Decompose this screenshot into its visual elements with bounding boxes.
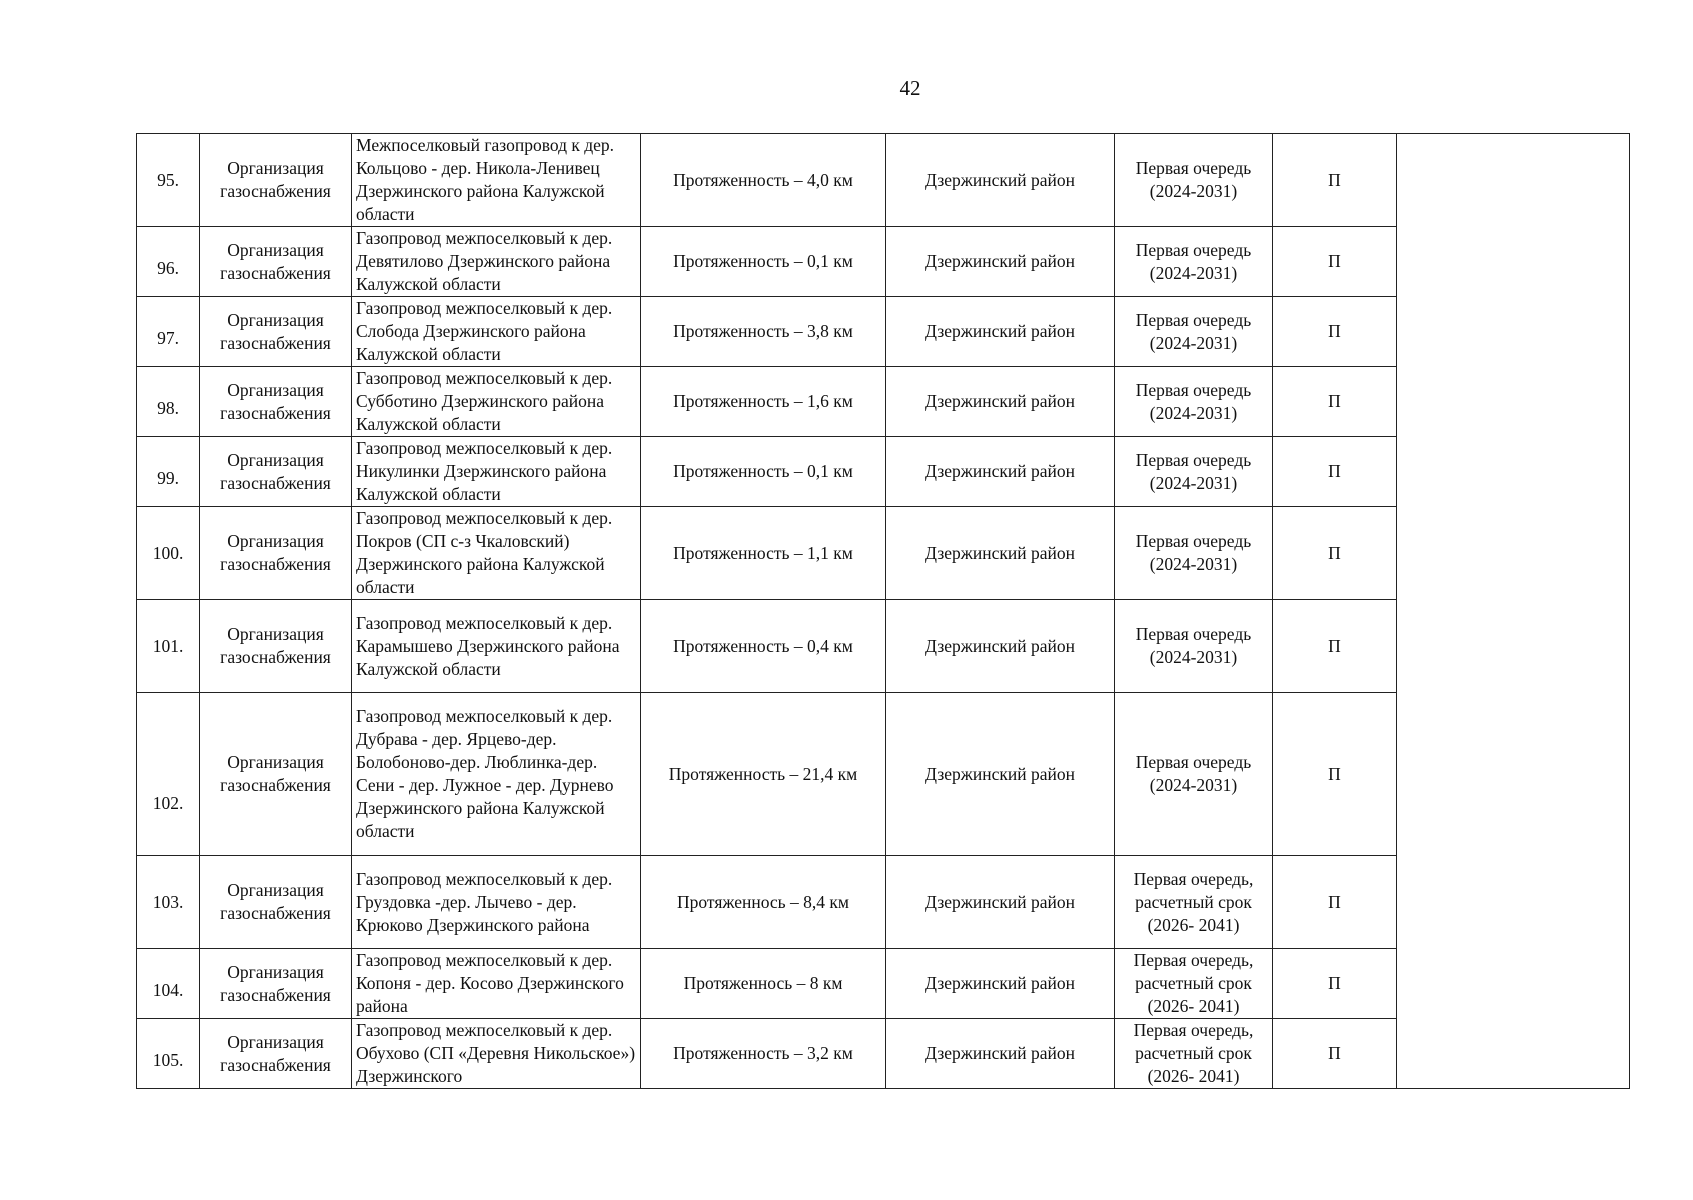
location-cell: Дзержинский район	[886, 1019, 1115, 1089]
organization-cell: Организация газоснабжения	[200, 693, 352, 856]
row-number: 95.	[137, 134, 200, 227]
row-number: 98.	[137, 367, 200, 437]
organization-cell: Организация газоснабжения	[200, 507, 352, 600]
location-cell: Дзержинский район	[886, 949, 1115, 1019]
page-number: 42	[899, 76, 921, 100]
status-cell: П	[1273, 507, 1397, 600]
status-cell: П	[1273, 297, 1397, 367]
status-cell: П	[1273, 693, 1397, 856]
status-cell: П	[1273, 134, 1397, 227]
stage-cell: Первая очередь (2024-2031)	[1115, 227, 1273, 297]
capacity-cell: Протяженность – 21,4 км	[641, 693, 886, 856]
stage-cell: Первая очередь (2024-2031)	[1115, 600, 1273, 693]
object-cell: Газопровод межпоселковый к дер. Карамышево Дзержинского района Калужской области	[352, 600, 641, 693]
status-cell: П	[1273, 367, 1397, 437]
capacity-cell: Протяженность – 1,1 км	[641, 507, 886, 600]
capacity-cell: Протяженность – 0,1 км	[641, 437, 886, 507]
object-cell: Межпоселковый газопровод к дер. Кольцово - дер. Никола-Ленивец Дзержинского района Калужской области	[352, 134, 641, 227]
object-cell: Газопровод межпоселковый к дер. Никулинки Дзержинского района Калужской области	[352, 437, 641, 507]
object-cell: Газопровод межпоселковый к дер. Копоня - дер. Косово Дзержинского района	[352, 949, 641, 1019]
location-cell: Дзержинский район	[886, 437, 1115, 507]
notes-cell	[1397, 134, 1630, 1089]
stage-cell: Первая очередь (2024-2031)	[1115, 367, 1273, 437]
organization-cell: Организация газоснабжения	[200, 367, 352, 437]
row-number: 100.	[137, 507, 200, 600]
organization-cell: Организация газоснабжения	[200, 297, 352, 367]
status-cell: П	[1273, 600, 1397, 693]
location-cell: Дзержинский район	[886, 507, 1115, 600]
capacity-cell: Протяженнось – 8,4 км	[641, 856, 886, 949]
stage-cell: Первая очередь (2024-2031)	[1115, 693, 1273, 856]
row-number: 104.	[137, 949, 200, 1019]
location-cell: Дзержинский район	[886, 600, 1115, 693]
status-cell: П	[1273, 437, 1397, 507]
stage-cell: Первая очередь, расчетный срок (2026- 2041)	[1115, 1019, 1273, 1089]
capacity-cell: Протяженность – 3,2 км	[641, 1019, 886, 1089]
capacity-cell: Протяженность – 3,8 км	[641, 297, 886, 367]
organization-cell: Организация газоснабжения	[200, 856, 352, 949]
row-number: 103.	[137, 856, 200, 949]
object-cell: Газопровод межпоселковый к дер. Обухово (СП «Деревня Никольское») Дзержинского	[352, 1019, 641, 1089]
object-cell: Газопровод межпоселковый к дер. Груздовка -дер. Лычево - дер. Крюково Дзержинского района	[352, 856, 641, 949]
status-cell: П	[1273, 856, 1397, 949]
row-number: 99.	[137, 437, 200, 507]
row-number: 97.	[137, 297, 200, 367]
object-cell: Газопровод межпоселковый к дер. Покров (СП с-з Чкаловский) Дзержинского района Калужской области	[352, 507, 641, 600]
object-cell: Газопровод межпоселковый к дер. Субботино Дзержинского района Калужской области	[352, 367, 641, 437]
location-cell: Дзержинский район	[886, 856, 1115, 949]
capacity-cell: Протяженность – 0,1 км	[641, 227, 886, 297]
organization-cell: Организация газоснабжения	[200, 437, 352, 507]
location-cell: Дзержинский район	[886, 227, 1115, 297]
object-cell: Газопровод межпоселковый к дер. Девятилово Дзержинского района Калужской области	[352, 227, 641, 297]
capacity-cell: Протяженность – 4,0 км	[641, 134, 886, 227]
capacity-cell: Протяженность – 1,6 км	[641, 367, 886, 437]
stage-cell: Первая очередь (2024-2031)	[1115, 134, 1273, 227]
organization-cell: Организация газоснабжения	[200, 949, 352, 1019]
organization-cell: Организация газоснабжения	[200, 1019, 352, 1089]
table-row	[137, 134, 1630, 227]
location-cell: Дзержинский район	[886, 367, 1115, 437]
stage-cell: Первая очередь, расчетный срок (2026- 2041)	[1115, 949, 1273, 1019]
location-cell: Дзержинский район	[886, 297, 1115, 367]
capacity-cell: Протяженнось – 8 км	[641, 949, 886, 1019]
row-number: 105.	[137, 1019, 200, 1089]
object-cell: Газопровод межпоселковый к дер. Дубрава - дер. Ярцево-дер. Болобоново-дер. Люблинка-дер. Сени - дер. Лужное - дер. Дурнево Дзержинского района Калужской области	[352, 693, 641, 856]
organization-cell: Организация газоснабжения	[200, 600, 352, 693]
row-number: 102.	[137, 693, 200, 856]
row-number: 96.	[137, 227, 200, 297]
stage-cell: Первая очередь (2024-2031)	[1115, 507, 1273, 600]
row-number: 101.	[137, 600, 200, 693]
status-cell: П	[1273, 949, 1397, 1019]
status-cell: П	[1273, 227, 1397, 297]
object-cell: Газопровод межпоселковый к дер. Слобода Дзержинского района Калужской области	[352, 297, 641, 367]
status-cell: П	[1273, 1019, 1397, 1089]
location-cell: Дзержинский район	[886, 693, 1115, 856]
capacity-cell: Протяженность – 0,4 км	[641, 600, 886, 693]
organization-cell: Организация газоснабжения	[200, 227, 352, 297]
infrastructure-table	[136, 133, 1630, 1089]
stage-cell: Первая очередь, расчетный срок (2026- 2041)	[1115, 856, 1273, 949]
organization-cell: Организация газоснабжения	[200, 134, 352, 227]
location-cell: Дзержинский район	[886, 134, 1115, 227]
stage-cell: Первая очередь (2024-2031)	[1115, 437, 1273, 507]
stage-cell: Первая очередь (2024-2031)	[1115, 297, 1273, 367]
